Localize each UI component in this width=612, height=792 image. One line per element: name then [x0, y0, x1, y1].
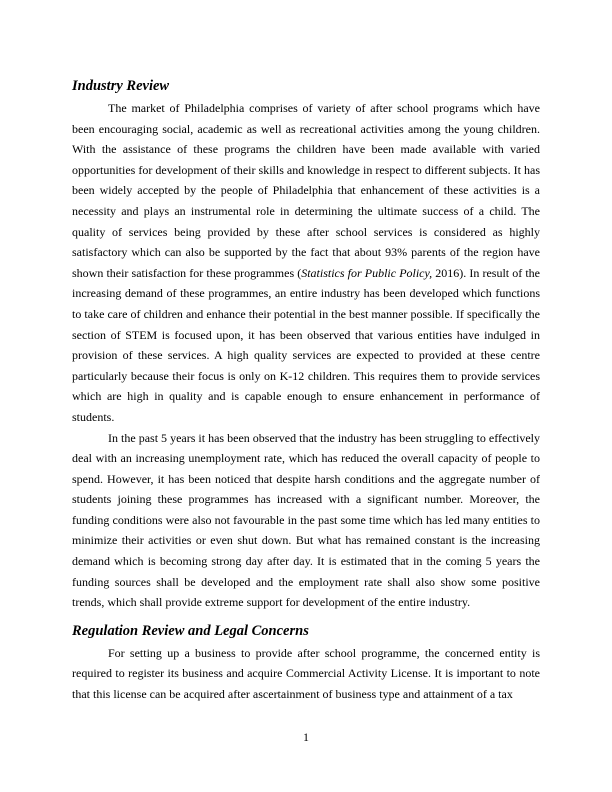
paragraph-market-overview	[72, 98, 540, 428]
citation-text: Statistics for Public Policy,	[301, 265, 433, 280]
section-heading-industry-review: Industry Review	[72, 78, 170, 94]
paragraph-text: The market of Philadelphia comprises of variety of after school programs which have been encouraging social, academic as well as recreational activities among the young children. With the assistance of these programs the children have been made available with varied opportunities for development of their skills and knowledge in respect to different subjects. It has been widely accepted by the people of Philadelphia that enhancement of these activities is a necessity and plays an instrumental role in determining the ultimate success of a child. The quality of services being provided by these after school services is considered as highly satisfactory which can also be supported by the fact that about 93% parents of the region have shown their satisfaction for these programmes (	[72, 101, 540, 280]
document-page	[72, 76, 540, 705]
section-heading-regulation-review: Regulation Review and Legal Concerns	[72, 622, 309, 639]
page-number: 1	[303, 730, 309, 744]
paragraph-regulation: For setting up a business to provide after school programme, the concerned entity is required to register its business and acquire Commercial Activity License. It is important to note that this license can be acquired after ascertainment of business type and attainment of a tax	[72, 645, 540, 702]
paragraph-industry-trends: In the past 5 years it has been observed that the industry has been struggling to effectively deal with an increasing unemployment rate, which has reduced the overall capacity of people to spend. However, it has been noticed that despite harsh conditions and the aggregate number of students joining these programmes has increased with a significant number. Moreover, the funding conditions were also not favourable in the past some time which has led many entities to minimize their activities or even shut down. But what has remained constant is the increasing demand which is becoming strong day after day. It is estimated that in the coming 5 years the funding sources shall be developed and the employment rate shall also show some positive trends, which shall provide extreme support for development of the entire industry.	[72, 430, 540, 610]
paragraph-text-continued: 2016). In result of the increasing demand of these programmes, an entire industry has been developed which functions to take care of children and enhance their potential in the best manner possible. If specifically the section of STEM is focused upon, it has been observed that various entities have indulged in provision of these services. A high quality services are expected to provided at these centre particularly because their focus is only on K-12 children. This requires them to provide services which are high in quality and is capable enough to ensure enhancement in performance of students.	[72, 265, 541, 424]
